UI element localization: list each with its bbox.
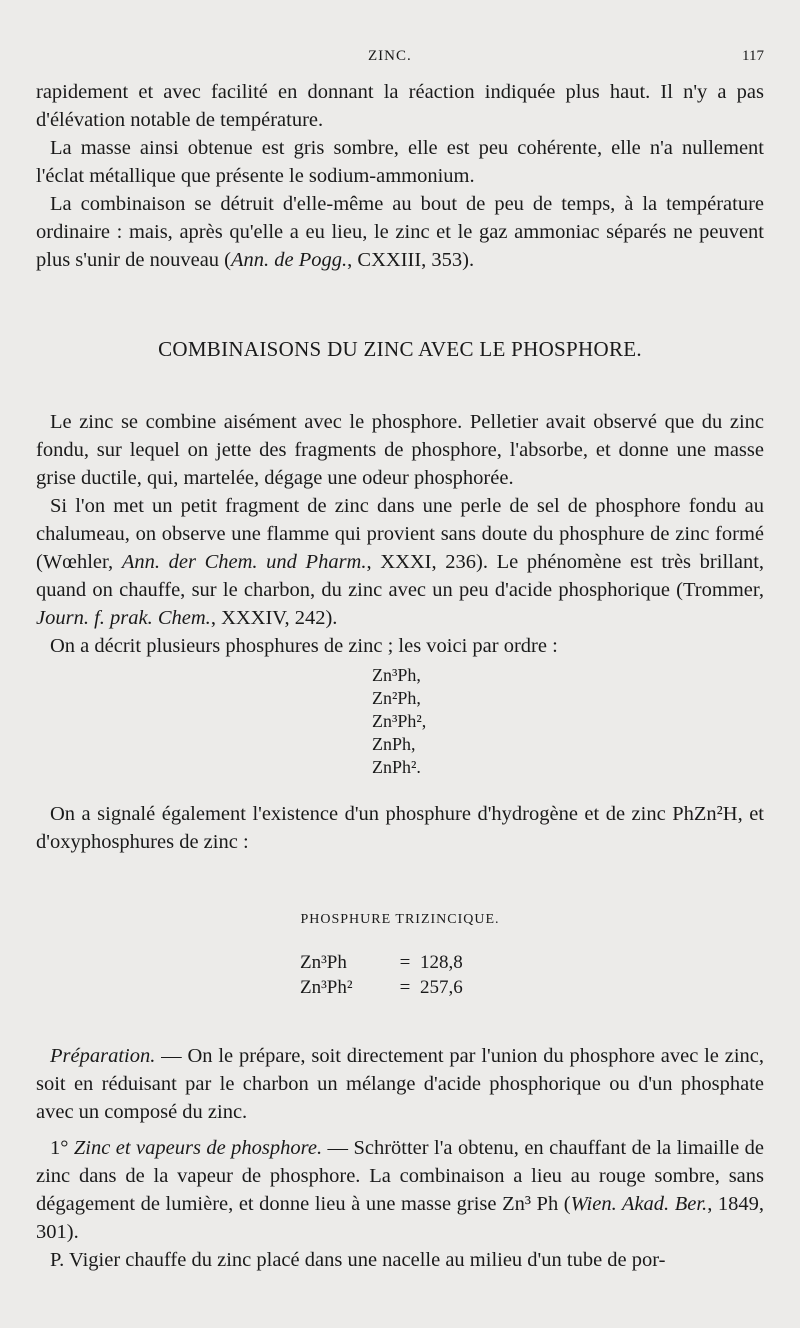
paragraph-ordre: On a décrit plusieurs phosphures de zinc ; les voici par ordre : bbox=[50, 635, 558, 657]
running-head-title: ZINC. bbox=[368, 48, 412, 64]
inline-formula: Zn³ Ph bbox=[502, 1193, 559, 1215]
text-block-top bbox=[36, 78, 764, 274]
text-block-hydrogen bbox=[36, 800, 764, 856]
formula-item: Zn³Ph², bbox=[372, 711, 427, 731]
section-heading: COMBINAISONS DU ZINC AVEC LE PHOSPHORE. bbox=[158, 337, 642, 361]
paragraph-vigier: P. Vigier chauffe du zinc placé dans une nacelle au milieu d'un tube de por- bbox=[50, 1249, 666, 1271]
equivalent-weights bbox=[300, 950, 463, 1000]
inline-formula: PhZn²H bbox=[672, 803, 738, 825]
paragraph-preparation: Préparation. — On le prépare, soit directement par l'union du phosphore avec le zinc, soit en réduisant par le charbon un mélange d'acide phosphorique ou d'un phosphate avec un composé du zinc. bbox=[36, 1045, 764, 1123]
text-block-middle bbox=[36, 408, 764, 660]
page-number: 117 bbox=[742, 48, 764, 64]
paragraph-continued: rapidement et avec facilité en donnant la réaction indiquée plus haut. Il n'y a pas d'élévation notable de température. bbox=[36, 81, 764, 131]
paragraph-pelletier: Le zinc se combine aisément avec le phosphore. Pelletier avait observé que du zinc fondu, sur lequel on jette des fragments de phosphore, l'absorbe, et donne une masse grise ductile, qui, martelée, dégage une odeur phosphorée. bbox=[36, 411, 764, 489]
reference-citation: Wien. Akad. Ber. bbox=[570, 1193, 708, 1215]
text-block-bottom bbox=[36, 1042, 764, 1274]
equals-sign: = bbox=[399, 977, 411, 998]
phosphide-formula-list bbox=[372, 664, 426, 779]
subsection-heading: PHOSPHURE TRIZINCIQUE. bbox=[300, 912, 500, 927]
weight-formula: Zn³Ph bbox=[300, 952, 347, 973]
run-in-heading: Préparation. bbox=[50, 1045, 156, 1067]
paragraph-schrotter: 1° Zinc et vapeurs de phosphore. — Schrötter l'a obtenu, en chauffant de la limaille de zinc dans de la vapeur de phosphore. La combinaison a lieu au rouge sombre, sans dégagement de lumière, et donne lieu à une masse grise Zn³ Ph (Wien. Akad. Ber., 1849, 301). bbox=[36, 1137, 765, 1243]
paragraph-combinaison: La combinaison se détruit d'elle-même au bout de peu de temps, à la température ordinaire : mais, après qu'elle a eu lieu, le zinc et le gaz ammoniac séparés ne peuvent plus s'unir de nouveau (Ann. de Pogg., CXXIII, 353). bbox=[36, 193, 764, 271]
weight-row bbox=[300, 950, 463, 975]
paragraph-masse: La masse ainsi obtenue est gris sombre, elle est peu cohérente, elle n'a nullement l'éclat métallique que présente le sodium-ammonium. bbox=[36, 137, 764, 187]
running-head bbox=[0, 48, 800, 70]
run-in-heading: Zinc et vapeurs de phosphore. bbox=[73, 1137, 323, 1159]
weight-row bbox=[300, 975, 463, 1000]
reference-citation: Journ. f. prak. Chem. bbox=[36, 607, 211, 629]
equals-sign: = bbox=[399, 952, 411, 973]
formula-item: Zn²Ph, bbox=[372, 688, 421, 708]
reference-citation: Ann. de Pogg. bbox=[231, 249, 348, 271]
paragraph-woehler: Si l'on met un petit fragment de zinc dans une perle de sel de phosphore fondu au chalumeau, on observe une flamme qui provient sans doute du phosphure de zinc formé (Wœhler, Ann. der Chem. und Pharm., XXXI, 236). Le phénomène est très brillant, quand on chauffe, sur le charbon, du zinc avec un peu d'acide phosphorique (Trommer, Journ. f. prak. Chem., XXXIV, 242). bbox=[36, 495, 765, 629]
reference-citation: Ann. der Chem. und Pharm. bbox=[121, 551, 367, 573]
formula-item: ZnPh². bbox=[372, 757, 421, 777]
formula-item: Zn³Ph, bbox=[372, 665, 421, 685]
paragraph-hydrogene: On a signalé également l'existence d'un phosphure d'hydrogène et de zinc PhZn²H, et d'oxyphosphures de zinc : bbox=[36, 803, 764, 853]
formula-item: ZnPh, bbox=[372, 734, 416, 754]
weight-value: 257,6 bbox=[420, 977, 463, 998]
weight-value: 128,8 bbox=[420, 952, 463, 973]
weight-formula: Zn³Ph² bbox=[300, 977, 353, 998]
